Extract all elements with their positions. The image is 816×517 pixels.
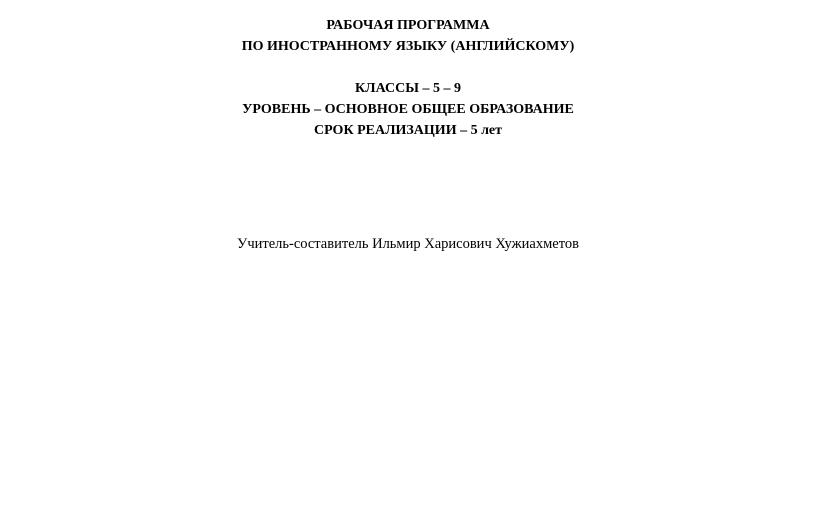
duration-line: СРОК РЕАЛИЗАЦИИ – 5 лет [313,123,503,138]
author-line: Учитель-составитель Ильмир Харисович Хужиахметов [237,236,579,252]
title-line-1: РАБОЧАЯ ПРОГРАММА [326,18,490,33]
title-line-2: ПО ИНОСТРАННОМУ ЯЗЫКУ (АНГЛИЙСКОМУ) [241,39,575,54]
grades-line: КЛАССЫ – 5 – 9 [355,81,461,96]
level-line: УРОВЕНЬ – ОСНОВНОЕ ОБЩЕЕ ОБРАЗОВАНИЕ [242,102,574,117]
